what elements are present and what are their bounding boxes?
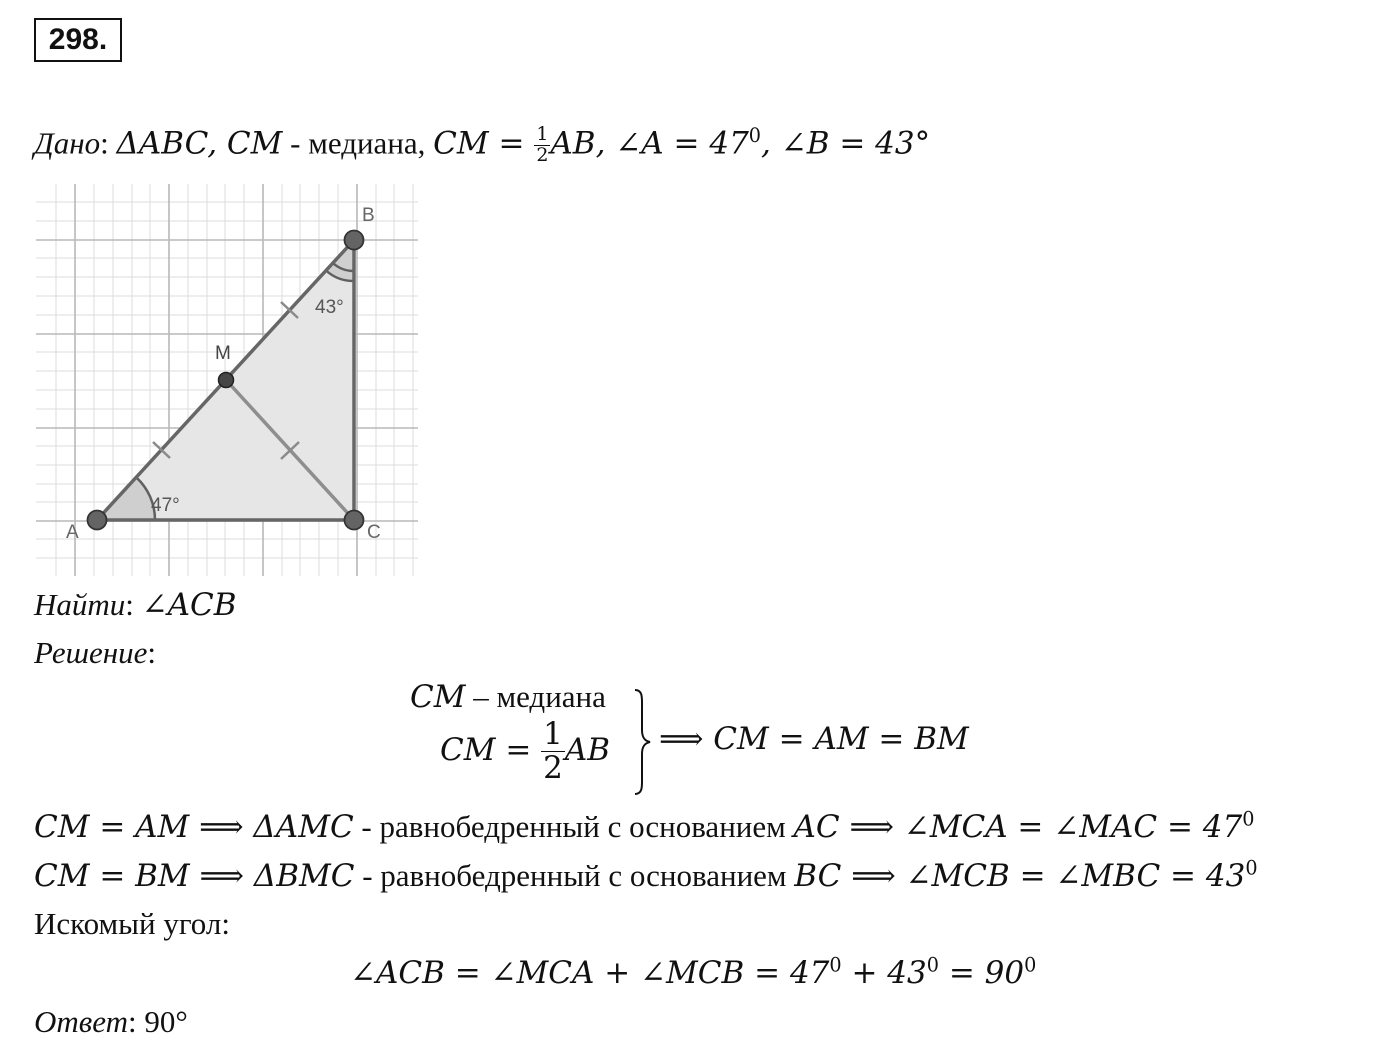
given-fraction: $\frac{1}{2}$: [536, 123, 549, 166]
system-line-2: CM = $\frac{1}{2}$ AB: [440, 716, 611, 786]
solution-label-line: Решение:: [34, 635, 156, 670]
given-label: Дано: [34, 125, 101, 161]
point-b: [345, 231, 364, 250]
system-implies: ⟹ CM = AM = BM: [659, 721, 969, 757]
find-value: ∠ACB: [141, 587, 237, 623]
point-a: [88, 511, 107, 530]
problem-number: 298.: [34, 18, 122, 62]
label-m: M: [215, 343, 231, 364]
derivation-line-1: CM = AM ⟹ ΔAMC - равнобедренный с основанием AC ⟹ ∠MCA = ∠MAC = $47^0$: [34, 807, 1255, 845]
triangle-figure: [36, 184, 418, 576]
answer-line: [34, 1006, 188, 1037]
sought-angle-label: Искомый угол:: [34, 906, 230, 941]
point-c: [345, 511, 364, 530]
given-line: Дано: ΔABC, CM - медиана, CM = $\frac{1}{2}$ AB, ∠A = $47^0$, ∠B = 43°: [34, 123, 931, 166]
angle-a-label: 47°: [151, 495, 180, 516]
final-equation: ∠ACB = ∠MCA + ∠MCB = $47^0 + 43^0 = 90^0$: [350, 953, 1037, 991]
given-cm-rhs: AB, ∠A = 47: [550, 125, 749, 162]
point-m: [219, 373, 234, 388]
derivation-line-2: CM = BM ⟹ ΔBMC - равнобедренный с основанием BC ⟹ ∠MCB = ∠MBC = $43^0$: [34, 856, 1258, 894]
answer-value: : 90°: [127, 1004, 188, 1039]
system-brace: [632, 688, 654, 796]
given-angle-b: , ∠B = 43°: [761, 125, 931, 162]
solution-label: Решение: [34, 635, 148, 670]
answer-label: Ответ: [34, 1004, 128, 1039]
label-c: C: [367, 522, 381, 543]
find-line: Найти: ∠ACB: [34, 587, 237, 623]
given-cm-lhs: CM =: [433, 125, 535, 162]
angle-b-label: 43°: [315, 297, 344, 318]
given-median-word: - медиана,: [282, 125, 434, 161]
label-b: B: [362, 205, 375, 226]
system-line-1: CM – медиана: [410, 679, 606, 715]
label-a: A: [66, 522, 79, 543]
given-triangle: ΔABC, CM: [116, 125, 283, 162]
system-fraction: $\frac{1}{2}$: [543, 716, 563, 786]
find-label: Найти: [34, 587, 126, 622]
